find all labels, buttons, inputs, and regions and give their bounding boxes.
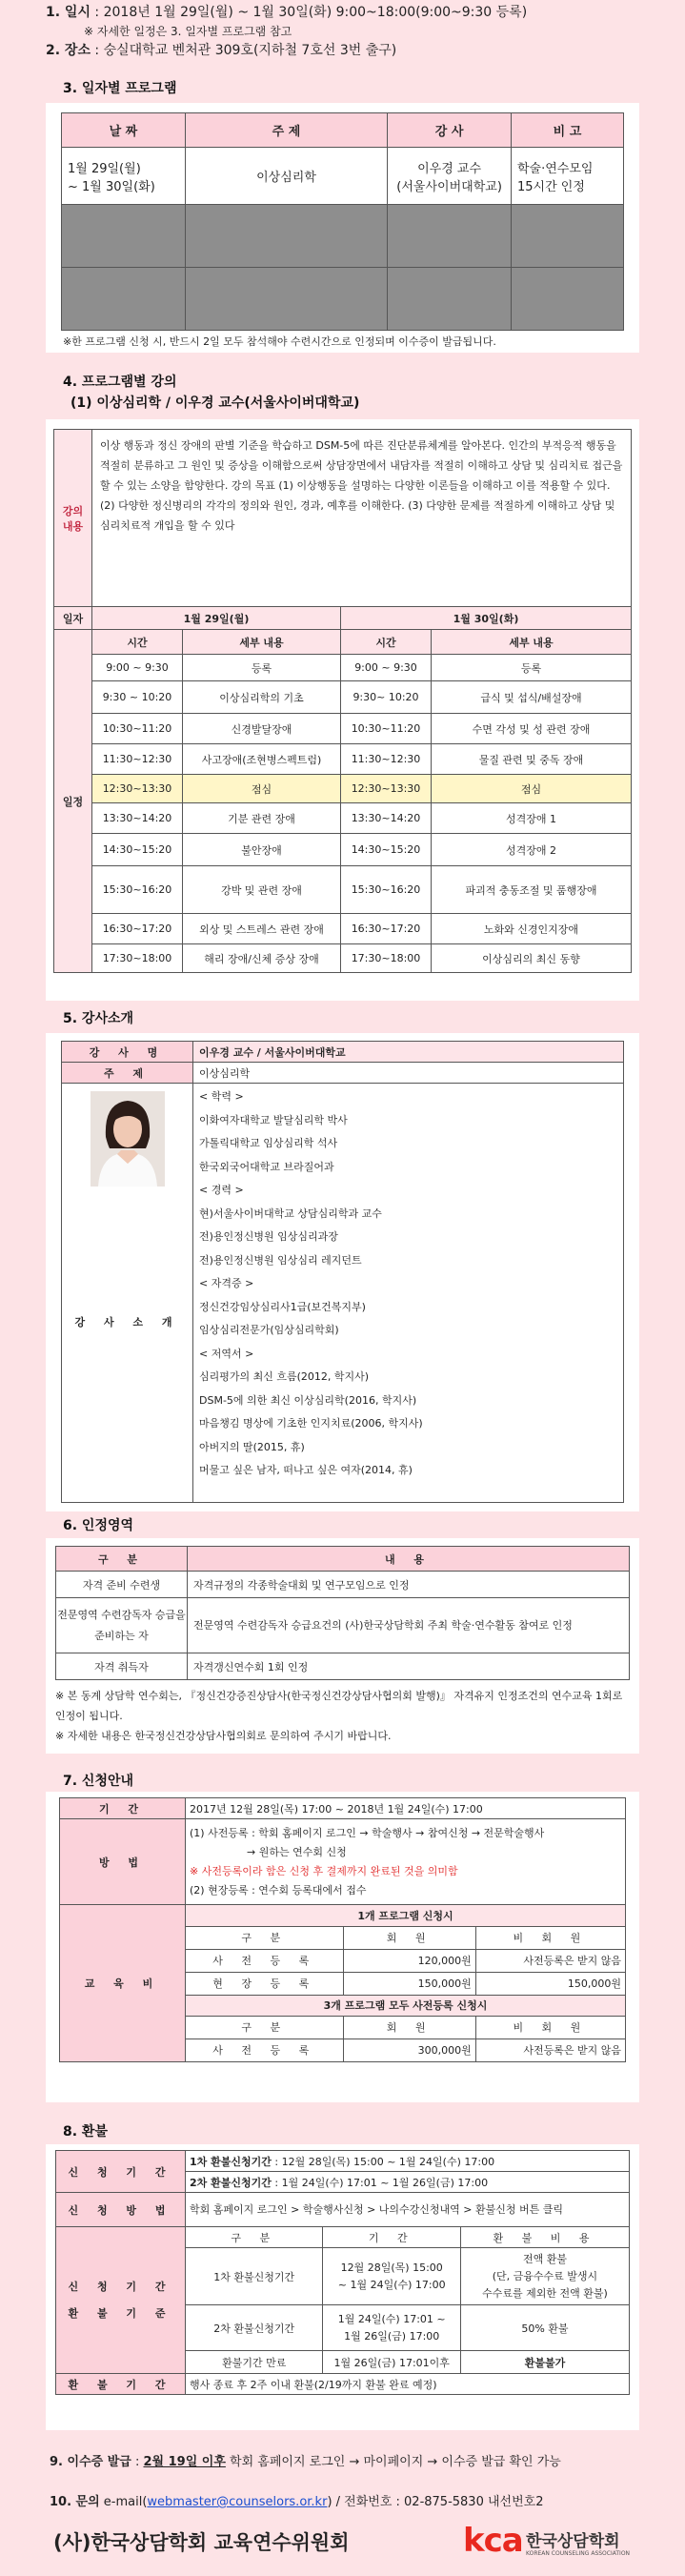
sec5-table: [61, 1041, 624, 1503]
sched-time: 11:30~12:30: [92, 744, 183, 775]
sec4-schedule-table: [53, 606, 632, 973]
sched-time: 15:30~16:20: [341, 866, 432, 914]
sched-detail: 수면 각성 및 성 관련 장애: [432, 714, 632, 744]
sched-time: 12:30~13:30: [92, 775, 183, 803]
sec7-one-title: 1개 프로그램 신청시: [186, 1905, 625, 1926]
sched-detail: 급식 및 섭식/배설장애: [432, 681, 632, 714]
email-link[interactable]: webmaster@counselors.or.kr: [147, 2495, 328, 2509]
refund-period: 1월 24일(수) 17:01 ~ 1월 26일(금) 17:00: [323, 2305, 460, 2351]
bio-line: < 경력 >: [199, 1184, 244, 1196]
intro-date: : 2018년 1월 29일(월) ~ 1월 30일(화) 9:00~18:00(9:00~9:30 등록): [90, 5, 528, 20]
intro-place: : 숭실대학교 벤처관 309호(지하철 7호선 3번 출구): [90, 43, 397, 58]
sched-time: 15:30~16:20: [92, 866, 183, 914]
sec7-h-member2: 회 원: [344, 2016, 475, 2038]
sec8-table: [55, 2150, 630, 2395]
sched-time: 9:00 ~ 9:30: [341, 655, 432, 681]
logo-mark-icon: kca: [463, 2522, 523, 2560]
sched-time: 16:30~17:20: [341, 914, 432, 944]
sec3-card: [46, 103, 639, 353]
intro: [46, 2, 655, 61]
sec4-day1: 1월 29일(월): [92, 607, 341, 630]
instructor-photo: [91, 1091, 165, 1187]
sec7-title: 7. 신청안내: [63, 1774, 134, 1789]
sched-detail: 이상심리학의 기초: [183, 681, 341, 714]
sec7-fee-label: 교 육 비: [60, 1905, 186, 2062]
fee-kind: 현 장 등 록: [186, 1972, 344, 1995]
sec4-subtitle: (1) 이상심리학 / 이우경 교수(서울사이버대학교): [71, 396, 360, 411]
sec6-value: 자격규정의 각종학술대회 및 연구모임으로 인정: [188, 1572, 630, 1598]
fee-member: 120,000원: [344, 1949, 475, 1972]
sec7-m3: ※ 사전등록이라 함은 신청 후 결제까지 완료된 것을 의미함: [190, 1864, 458, 1877]
bio-line: 이화여자대학교 발달심리학 박사: [199, 1113, 348, 1126]
refund-fee: 환불불가: [460, 2351, 629, 2374]
sched-detail: 물질 관련 및 중독 장애: [432, 744, 632, 775]
sec8-h-kind: 구 분: [186, 2227, 323, 2248]
bio-line: 현)서울사이버대학교 상담심리학과 교수: [199, 1207, 382, 1220]
fee-non: 사전등록은 받지 않음: [475, 2038, 625, 2061]
sec7-h-kind2: 구 분: [186, 2016, 344, 2038]
sec6-note1: ※ 본 동계 상담학 연수회는, 『정신건강증진상담사(한국정신건강상담사협의회 발행)』 자격유지 인정조건의 연수교육 1회로 인정이 됩니다.: [55, 1690, 623, 1722]
sec6-title: 6. 인정영역: [63, 1518, 134, 1533]
sec3-h-note: 비 고: [511, 113, 623, 148]
sec3-h-topic: 주 제: [185, 113, 387, 148]
sched-detail: 외상 및 스트레스 관련 장애: [183, 914, 341, 944]
sec6-value: 전문영역 수련감독자 승급요건의 (사)한국상담학회 주최 학술·연수활동 참여로 인정: [188, 1598, 630, 1653]
sched-time: 13:30~14:20: [92, 803, 183, 834]
sched-time: 10:30~11:20: [92, 714, 183, 744]
sec4-title: 4. 프로그램별 강의: [63, 375, 177, 390]
sec8-h-fee: 환 불 비 용: [460, 2227, 629, 2248]
sec9: 9. 이수증 발급 : 2월 19일 이후 학회 홈페이지 로그인 → 마이페이지 → 이수증 발급 확인 가능: [50, 2455, 561, 2469]
sched-time: 14:30~15:20: [341, 834, 432, 866]
sec8-p2-bold: 2차 환불신청기간: [190, 2176, 272, 2189]
refund-kind: 환불기간 만료: [186, 2351, 323, 2374]
bio-line: 전)용인정신병원 임상심리 레지던트: [199, 1253, 362, 1267]
sec5-intro-cell: [62, 1084, 193, 1503]
bio-line: 전)용인정신병원 임상심리과장: [199, 1230, 338, 1243]
sec3-h-instructor: 강 사: [388, 113, 512, 148]
sec5-bio: [193, 1084, 624, 1503]
sec7-m2: → 원하는 연수회 신청: [247, 1845, 347, 1858]
sec3-note: 학술·연수모임 15시간 인정: [511, 148, 623, 205]
sec6-table: [55, 1546, 630, 1680]
sec3-h-date: 날 짜: [62, 113, 186, 148]
sec7-h-kind: 구 분: [186, 1926, 344, 1949]
refund-fee: 전액 환불 (단, 금융수수료 발생시 수수료를 제외한 전액 환불): [460, 2248, 629, 2305]
sec9-text: 학회 홈페이지 로그인 → 마이페이지 → 이수증 발급 확인 가능: [225, 2455, 561, 2469]
sched-detail: 성격장애 2: [432, 834, 632, 866]
logo-eng: KOREAN COUNSELING ASSOCIATION: [526, 2550, 631, 2557]
intro-n1: 1. 일시: [46, 5, 91, 20]
sched-detail: 등록: [183, 655, 341, 681]
sec8-method-value: 학회 홈페이지 로그인 > 학술행사신청 > 나의수강신청내역 > 환불신청 버튼 클릭: [186, 2193, 630, 2227]
sec8-p1: : 12월 28일(목) 15:00 ~ 1월 24일(수) 17:00: [271, 2155, 495, 2168]
sec3-date: 1월 29일(월) ~ 1월 30일(화): [62, 148, 186, 205]
bio-line: 임상심리전문가(임상심리학회): [199, 1324, 339, 1336]
sched-time: 9:00 ~ 9:30: [92, 655, 183, 681]
sched-time: 9:30 ~ 10:20: [92, 681, 183, 714]
sec4-day2: 1월 30일(화): [341, 607, 632, 630]
sec8-p2: : 1월 24일(수) 17:01 ~ 1월 26일(금) 17:00: [271, 2176, 489, 2189]
sched-time: 17:30~18:00: [92, 944, 183, 973]
refund-kind: 1차 환불신청기간: [186, 2248, 323, 2305]
sec10-phone: ) / 전화번호 : 02-875-5830 내선번호2: [327, 2495, 544, 2509]
sched-detail: 이상심리의 최신 동향: [432, 944, 632, 973]
sec4-content-text: 이상 행동과 정신 장애의 판별 기준을 학습하고 DSM-5에 따른 진단분류체계를 알아본다. 인간의 부적응적 행동을 적절히 분류하고 그 원인 및 증상을 이해함으로써 상담장면에서 내담자를 적절히 이해하고 상담 및 심리치료 접근을 할 수 있는 소양을 함양한다. 강의 목표 (1) 이상행동을 설명하는 다양한 이론들을 이해하고 이를 적용할 수 있다. (2) 다양한 정신병리의 각각의 정의와 원인, 경과, 예후를 이해한다. (3) 다양한 문제를 적절하게 이해하고 상담 및 심리치료적 개입을 할 수 있다: [92, 430, 632, 607]
sched-time: 11:30~12:30: [341, 744, 432, 775]
bio-line: 가톨릭대학교 임상심리학 석사: [199, 1137, 338, 1149]
refund-fee: 50% 환불: [460, 2305, 629, 2351]
sched-detail: 노화와 신경인지장애: [432, 914, 632, 944]
sched-detail: 파괴적 충동조절 및 품행장애: [432, 866, 632, 914]
sched-detail: 점심: [183, 775, 341, 803]
sec10-label: 10. 문의: [50, 2495, 100, 2509]
sec7-h-non2: 비 회 원: [475, 2016, 625, 2038]
sec5-intro-label: 강 사 소 개: [74, 1315, 180, 1329]
sec5-topic-value: 이상심리학: [193, 1063, 624, 1084]
sec8-refund-label: 환 불 기 간: [56, 2374, 186, 2395]
sec6-note2: ※ 자세한 내용은 한국정신건강상담사협의회로 문의하여 주시기 바랍니다.: [55, 1730, 392, 1742]
bio-line: 정신건강임상심리사1급(보건복지부): [199, 1300, 366, 1313]
sec7-fee-table: [186, 1905, 625, 2061]
sec4-card: [46, 419, 639, 1001]
sched-detail: 등록: [432, 655, 632, 681]
sec7-m1: (1) 사전등록 : 학회 홈페이지 로그인 → 학술행사 → 참여신청 → 전문학술행사: [190, 1826, 545, 1839]
sec10: [50, 2491, 544, 2509]
sec6-h2: 내 용: [188, 1547, 630, 1572]
sec9-label: 9. 이수증 발급: [50, 2455, 131, 2469]
sec7-h-non: 비 회 원: [475, 1926, 625, 1949]
sched-time: 17:30~18:00: [341, 944, 432, 973]
sec4-content-table: [53, 429, 632, 607]
footer-logo: [463, 2522, 673, 2567]
sec6-h1: 구 분: [56, 1547, 188, 1572]
sec6-card: [46, 1538, 639, 1754]
sec3-title: 3. 일자별 프로그램: [63, 81, 177, 96]
sched-detail: 점심: [432, 775, 632, 803]
sched-detail: 사고장애(조현병스펙트럼): [183, 744, 341, 775]
sec7-table: [59, 1797, 626, 2062]
bio-line: < 저역서 >: [199, 1347, 254, 1360]
sec6-value: 자격갱신연수회 1회 인정: [188, 1653, 630, 1680]
sec8-method-label: 신 청 방 법: [56, 2193, 186, 2227]
sec7-period-label: 기 간: [60, 1798, 186, 1819]
refund-period: 1월 26일(금) 17:01이후: [323, 2351, 460, 2374]
sec8-period-label: 신 청 기 간: [56, 2151, 186, 2193]
sec5-title: 5. 강사소개: [63, 1011, 134, 1026]
bio-line: 마음챙김 명상에 기초한 인지치료(2006, 학지사): [199, 1417, 423, 1430]
sec5-name-value: 이우경 교수 / 서울사이버대학교: [193, 1042, 624, 1063]
sched-time: 9:30~ 10:20: [341, 681, 432, 714]
bio-line: DSM-5에 의한 최신 이상심리학(2016, 학지사): [199, 1393, 417, 1407]
bio-line: 심리평가의 최신 흐름(2012, 학지사): [199, 1370, 370, 1383]
sched-time: 10:30~11:20: [341, 714, 432, 744]
intro-date-note: ※ 자세한 일정은 3. 일자별 프로그램 참고: [84, 25, 292, 38]
sched-detail: 해리 장애/신체 증상 장애: [183, 944, 341, 973]
fee-kind: 사 전 등 록: [186, 2038, 344, 2061]
sec7-m4: (2) 현장등록 : 연수회 등록대에서 접수: [190, 1883, 367, 1897]
sec6-key: 자격 취득자: [56, 1653, 188, 1680]
sec5-topic-label: 주 제: [62, 1063, 193, 1084]
sched-time: 13:30~14:20: [341, 803, 432, 834]
sched-detail: 기분 관련 장애: [183, 803, 341, 834]
sec4-col-detail1: 세부 내용: [183, 630, 341, 655]
sec4-schedule-label: 일정: [54, 630, 92, 973]
sched-time: 16:30~17:20: [92, 914, 183, 944]
fee-kind: 사 전 등 록: [186, 1949, 344, 1972]
logo-name: 한국상담학회: [526, 2532, 620, 2551]
sched-time: 12:30~13:30: [341, 775, 432, 803]
sec8-h-period: 기 간: [323, 2227, 460, 2248]
bio-line: 한국외국어대학교 브라질어과: [199, 1160, 334, 1173]
sec7-period-value: 2017년 12월 28일(목) 17:00 ~ 2018년 1월 24일(수) 17:00: [186, 1798, 626, 1819]
sec3-instructor: 이우경 교수 (서울사이버대학교): [388, 148, 512, 205]
sec6-key: 전문영역 수련감독자 승급을 준비하는 자: [56, 1598, 188, 1653]
sec8-refund-value: 행사 종료 후 2주 이내 환불(2/19까지 환불 완료 예정): [186, 2374, 630, 2395]
sec8-card: [46, 2144, 639, 2430]
sec7-three-title: 3개 프로그램 모두 사전등록 신청시: [186, 1995, 625, 2016]
sec4-content-label: 강의 내용: [54, 430, 92, 607]
sec9-date: 2월 19일 이후: [143, 2455, 226, 2469]
bio-line: 아버지의 딸(2015, 휴): [199, 1440, 305, 1453]
fee-non: 150,000원: [475, 1972, 625, 1995]
sec7-h-member: 회 원: [344, 1926, 475, 1949]
sec4-col-time2: 시간: [341, 630, 432, 655]
sec7-card: [46, 1792, 639, 2102]
fee-member: 150,000원: [344, 1972, 475, 1995]
sched-detail: 성격장애 1: [432, 803, 632, 834]
fee-member: 300,000원: [344, 2038, 475, 2061]
sec3-topic: 이상심리학: [185, 148, 387, 205]
refund-kind: 2차 환불신청기간: [186, 2305, 323, 2351]
sec8-p1-bold: 1차 환불신청기간: [190, 2155, 272, 2168]
fee-non: 사전등록은 받지 않음: [475, 1949, 625, 1972]
bio-line: < 학력 >: [199, 1090, 244, 1103]
sched-time: 14:30~15:20: [92, 834, 183, 866]
sched-detail: 신경발달장애: [183, 714, 341, 744]
sec6-key: 자격 준비 수련생: [56, 1572, 188, 1598]
sec10-prefix: e-mail(: [99, 2495, 148, 2509]
sec3-table: [61, 112, 624, 331]
sec3-footnote: ※한 프로그램 신청 시, 반드시 2일 모두 참석해야 수련시간으로 인정되며 이수증이 발급됩니다.: [63, 335, 496, 348]
sec4-col-detail2: 세부 내용: [432, 630, 632, 655]
sched-detail: 불안장애: [183, 834, 341, 866]
sec4-date-label: 일자: [54, 607, 92, 630]
bio-line: 머물고 싶은 남자, 떠나고 싶은 여자(2014, 휴): [199, 1464, 413, 1476]
sched-detail: 강박 및 관련 장애: [183, 866, 341, 914]
sec8-title: 8. 환불: [63, 2124, 108, 2140]
sec5-card: [46, 1033, 639, 1511]
bio-line: < 자격증 >: [199, 1277, 254, 1289]
footer-org: (사)한국상담학회 교육연수위원회: [53, 2531, 350, 2554]
intro-n2: 2. 장소: [46, 43, 91, 58]
refund-period: 12월 28일(목) 15:00 ~ 1월 24일(수) 17:00: [323, 2248, 460, 2305]
sec8-criteria-label: 신 청 기 간 환 불 기 준: [56, 2227, 186, 2374]
sec4-col-time1: 시간: [92, 630, 183, 655]
sec5-name-label: 강 사 명: [62, 1042, 193, 1063]
sec7-method-label: 방 법: [60, 1819, 186, 1905]
